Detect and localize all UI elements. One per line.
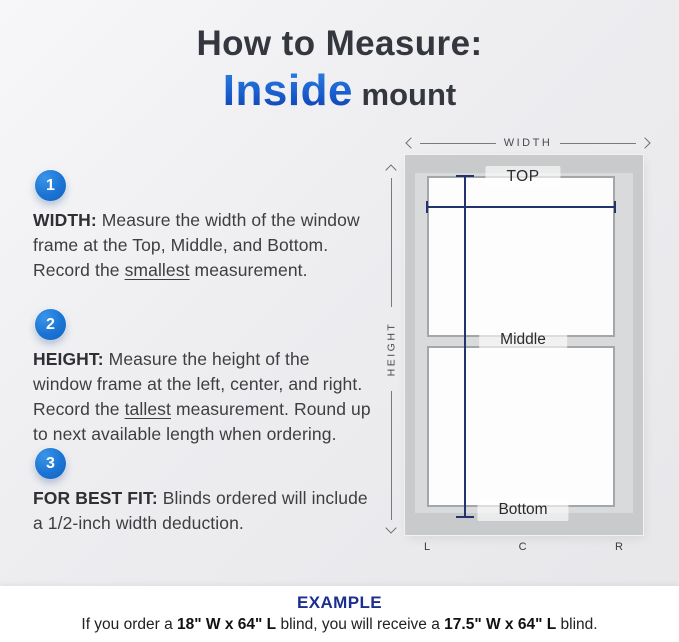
step-1 [33, 170, 373, 283]
step-1-body: Measure the width of the window frame at the Top, Middle, and Bottom. Record the [33, 210, 360, 280]
window-frame [405, 155, 643, 535]
measure-line-horizontal [427, 206, 615, 208]
example-part: If you order a [81, 616, 178, 633]
position-label-left: L [424, 541, 432, 553]
example-strip [0, 586, 679, 642]
step-3-badge: 3 [35, 448, 66, 479]
measure-tick-bottom [456, 516, 474, 518]
step-3 [33, 448, 373, 536]
step-1-tail: measurement. [189, 260, 308, 280]
width-dimension-label: WIDTH [503, 137, 553, 149]
height-dimension-arrow [384, 166, 398, 532]
measure-tick-right [614, 201, 616, 213]
step-3-text [33, 486, 373, 536]
example-part: blind, you will receive a [276, 616, 445, 633]
arrow-down-icon [385, 522, 396, 533]
example-received-size: 17.5" W x 64" L [444, 616, 557, 633]
arrow-up-icon [385, 164, 396, 175]
window-pane-top [427, 176, 615, 337]
position-labels [405, 541, 643, 553]
width-dimension-arrow [407, 136, 649, 150]
step-2-text [33, 347, 373, 447]
example-text [0, 616, 679, 634]
dimension-line [391, 391, 392, 520]
page-title-line1: How to Measure: [196, 24, 483, 63]
step-2-label: HEIGHT: [33, 349, 104, 369]
example-ordered-size: 18" W x 64" L [177, 616, 277, 633]
title-block [0, 24, 679, 116]
step-2-underline: tallest [124, 399, 171, 419]
height-dimension-label: HEIGHT [385, 321, 398, 377]
dimension-line [391, 178, 392, 307]
title-highlight: Inside [222, 66, 353, 115]
example-heading: EXAMPLE [297, 593, 382, 612]
step-2-tail: measurement. Round up to next available length when ordering. [33, 399, 371, 444]
label-bottom: Bottom [477, 499, 568, 521]
example-part: blind. [556, 616, 598, 633]
title-rest: mount [352, 77, 457, 112]
page-title-line2 [0, 66, 679, 116]
step-2-body: Measure the height of the window frame at the left, center, and right. Record the [33, 349, 363, 419]
step-1-text [33, 208, 373, 283]
step-2 [33, 309, 373, 447]
step-3-label: FOR BEST FIT: [33, 488, 158, 508]
position-label-right: R [615, 541, 624, 553]
arrow-left-icon [405, 137, 416, 148]
dimension-line [560, 143, 636, 144]
label-top: TOP [485, 166, 560, 188]
arrow-right-icon [639, 137, 650, 148]
position-label-center: C [518, 541, 528, 553]
step-2-badge: 2 [35, 309, 66, 340]
step-1-label: WIDTH: [33, 210, 97, 230]
step-3-body: Blinds ordered will include a 1/2-inch width deduction. [33, 488, 368, 533]
measure-tick-left [426, 201, 428, 213]
dimension-line [420, 143, 496, 144]
measure-line-vertical [464, 176, 466, 518]
measure-tick-top [456, 175, 474, 177]
label-middle: Middle [479, 329, 567, 351]
step-1-badge: 1 [35, 170, 66, 201]
step-1-underline: smallest [124, 260, 190, 280]
window-pane-bottom [427, 346, 615, 507]
